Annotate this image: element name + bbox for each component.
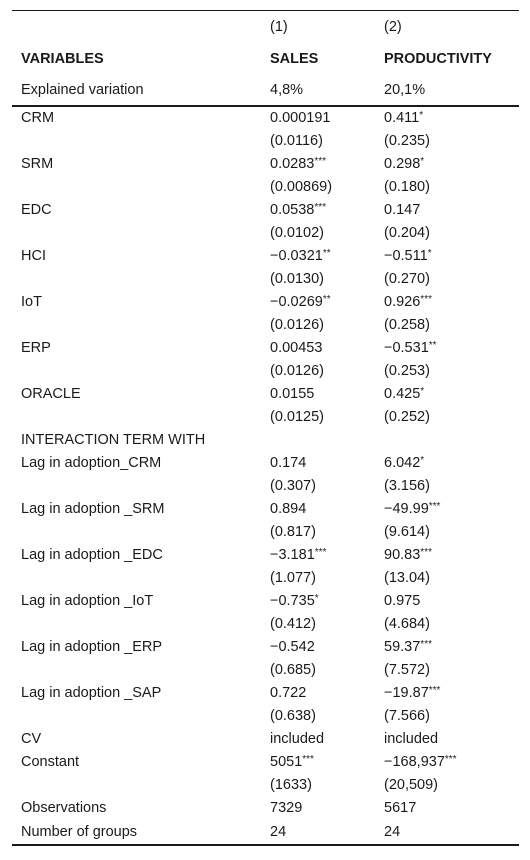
productivity-standard-error bbox=[375, 567, 519, 590]
variable-label bbox=[12, 383, 261, 406]
constant-label bbox=[12, 751, 261, 774]
cv-label bbox=[12, 728, 261, 751]
sales-standard-error-value: (0.0126) bbox=[270, 317, 325, 333]
column-label-row bbox=[12, 43, 519, 75]
productivity-standard-error-value: (0.258) bbox=[384, 317, 430, 333]
interaction-term-label bbox=[12, 429, 261, 452]
coefficient-row bbox=[12, 383, 519, 406]
variable-label-value: EDC bbox=[21, 202, 52, 218]
observations-label bbox=[12, 797, 261, 820]
standard-error-row bbox=[12, 268, 519, 291]
coefficient-row bbox=[12, 590, 519, 613]
variable-label-value: Lag in adoption _IoT bbox=[21, 593, 154, 609]
productivity-coefficient-value: 59.37 bbox=[384, 639, 421, 655]
empty-cell bbox=[375, 429, 519, 452]
standard-error-row bbox=[12, 130, 519, 153]
empty-cell bbox=[12, 475, 261, 498]
variable-label-value: Lag in adoption _EDC bbox=[21, 547, 163, 563]
productivity-coefficient bbox=[375, 106, 519, 130]
standard-error-row bbox=[12, 613, 519, 636]
productivity-standard-error bbox=[375, 314, 519, 337]
col-number-2: (2) bbox=[384, 19, 402, 35]
productivity-coefficient bbox=[375, 337, 519, 360]
empty-cell bbox=[12, 314, 261, 337]
sales-standard-error-value: (0.685) bbox=[270, 662, 316, 678]
explained-variation-label: Explained variation bbox=[21, 82, 144, 98]
productivity-coefficient-value: −0.511 bbox=[384, 248, 428, 264]
sales-coefficient bbox=[261, 383, 375, 406]
constant-se-row bbox=[12, 774, 519, 797]
sales-standard-error-value: (0.0126) bbox=[270, 363, 325, 379]
empty-cell bbox=[261, 429, 375, 452]
sales-coefficient-value: −0.735 bbox=[270, 593, 315, 609]
productivity-standard-error bbox=[375, 406, 519, 429]
sales-standard-error-value: (0.0102) bbox=[270, 225, 325, 241]
sales-standard-error-value: (0.0130) bbox=[270, 271, 325, 287]
significance-stars: *** bbox=[302, 754, 314, 765]
productivity-standard-error-value: (4.684) bbox=[384, 616, 430, 632]
observations-productivity-value: 5617 bbox=[384, 800, 417, 816]
productivity-standard-error bbox=[375, 130, 519, 153]
productivity-coefficient bbox=[375, 153, 519, 176]
standard-error-row bbox=[12, 475, 519, 498]
variable-label-value: IoT bbox=[21, 294, 42, 310]
coefficient-row bbox=[12, 498, 519, 521]
variable-label-value: HCI bbox=[21, 248, 46, 264]
sales-coefficient-value: −3.181 bbox=[270, 547, 315, 563]
standard-error-row bbox=[12, 222, 519, 245]
variable-label bbox=[12, 245, 261, 268]
variable-label-value: Lag in adoption_CRM bbox=[21, 455, 162, 471]
variable-label-value: Lag in adoption _SAP bbox=[21, 685, 162, 701]
significance-stars: ** bbox=[322, 294, 331, 305]
significance-stars: * bbox=[314, 593, 319, 604]
coefficient-row bbox=[12, 452, 519, 475]
col-label-sales: SALES bbox=[270, 51, 319, 67]
cv-productivity bbox=[375, 728, 519, 751]
sales-standard-error-value: (0.817) bbox=[270, 524, 316, 540]
sales-standard-error-value: (0.0116) bbox=[270, 133, 323, 149]
productivity-coefficient bbox=[375, 291, 519, 314]
standard-error-row bbox=[12, 360, 519, 383]
sales-coefficient-value: 0.0538 bbox=[270, 202, 315, 218]
variable-label bbox=[12, 682, 261, 705]
sales-coefficient bbox=[261, 245, 375, 268]
productivity-standard-error bbox=[375, 176, 519, 199]
empty-cell bbox=[12, 521, 261, 544]
significance-stars: *** bbox=[420, 639, 432, 650]
variable-label bbox=[12, 452, 261, 475]
productivity-coefficient-value: −19.87 bbox=[384, 685, 429, 701]
empty-cell bbox=[12, 222, 261, 245]
sales-coefficient-value: −0.0269 bbox=[270, 294, 323, 310]
cv-label-value: CV bbox=[21, 731, 42, 747]
sales-standard-error-value: (0.638) bbox=[270, 708, 316, 724]
sales-standard-error bbox=[261, 613, 375, 636]
coefficient-row bbox=[12, 291, 519, 314]
sales-coefficient bbox=[261, 452, 375, 475]
significance-stars: *** bbox=[444, 754, 457, 765]
sales-standard-error bbox=[261, 314, 375, 337]
productivity-coefficient bbox=[375, 245, 519, 268]
sales-standard-error bbox=[261, 176, 375, 199]
groups-row bbox=[12, 820, 519, 845]
groups-label-value: Number of groups bbox=[21, 823, 138, 840]
sales-coefficient-value: −0.0321 bbox=[270, 248, 323, 264]
productivity-coefficient bbox=[375, 544, 519, 567]
coefficient-row bbox=[12, 199, 519, 222]
groups-productivity-value: 24 bbox=[384, 823, 401, 840]
sales-standard-error bbox=[261, 406, 375, 429]
significance-stars: *** bbox=[420, 294, 432, 305]
coefficient-row bbox=[12, 636, 519, 659]
sales-coefficient-value: 0.0283 bbox=[270, 156, 315, 172]
variable-label bbox=[12, 153, 261, 176]
cv-productivity-value: included bbox=[384, 731, 439, 747]
significance-stars: * bbox=[420, 156, 425, 167]
sales-coefficient-value: −0.542 bbox=[270, 639, 315, 655]
sales-standard-error-value: (0.0125) bbox=[270, 409, 325, 425]
variable-label-value: SRM bbox=[21, 156, 54, 172]
interaction-header-row bbox=[12, 429, 519, 452]
standard-error-row bbox=[12, 705, 519, 728]
sales-standard-error bbox=[261, 705, 375, 728]
col-label-productivity: PRODUCTIVITY bbox=[384, 51, 492, 67]
sales-standard-error bbox=[261, 268, 375, 291]
constant-sales-se bbox=[261, 774, 375, 797]
sales-coefficient bbox=[261, 199, 375, 222]
significance-stars: *** bbox=[428, 501, 441, 512]
significance-stars: *** bbox=[420, 547, 432, 558]
coefficient-row bbox=[12, 544, 519, 567]
interaction-term-label-value: INTERACTION TERM WITH bbox=[21, 432, 206, 448]
productivity-coefficient-value: −49.99 bbox=[384, 501, 429, 517]
standard-error-row bbox=[12, 521, 519, 544]
productivity-coefficient bbox=[375, 636, 519, 659]
variable-label bbox=[12, 199, 261, 222]
productivity-standard-error-value: (13.04) bbox=[384, 570, 430, 586]
productivity-standard-error bbox=[375, 268, 519, 291]
sales-coefficient-value: 0.000191 bbox=[270, 110, 331, 126]
empty-cell bbox=[12, 613, 261, 636]
sales-coefficient bbox=[261, 106, 375, 130]
constant-productivity-se-value: (20,509) bbox=[384, 777, 439, 793]
productivity-standard-error-value: (9.614) bbox=[384, 524, 430, 540]
sales-coefficient bbox=[261, 337, 375, 360]
coefficient-row bbox=[12, 153, 519, 176]
constant-sales-se-value: (1633) bbox=[270, 777, 312, 793]
variable-label-value: ERP bbox=[21, 340, 51, 356]
standard-error-row bbox=[12, 314, 519, 337]
coefficient-row bbox=[12, 245, 519, 268]
header-empty-cell bbox=[12, 11, 261, 44]
productivity-standard-error-value: (7.572) bbox=[384, 662, 430, 678]
empty-cell bbox=[12, 774, 261, 797]
explained-variation-row bbox=[12, 75, 519, 106]
significance-stars: * bbox=[427, 248, 432, 259]
cv-sales-value: included bbox=[270, 731, 325, 747]
regression-table bbox=[12, 10, 519, 846]
groups-label bbox=[12, 820, 261, 845]
coefficient-row bbox=[12, 337, 519, 360]
variable-label bbox=[12, 636, 261, 659]
sales-standard-error-value: (0.00869) bbox=[270, 179, 333, 195]
groups-sales-value: 24 bbox=[270, 823, 287, 840]
sales-coefficient bbox=[261, 544, 375, 567]
significance-stars: ** bbox=[322, 248, 331, 259]
constant-row bbox=[12, 751, 519, 774]
productivity-standard-error-value: (7.566) bbox=[384, 708, 430, 724]
cv-row bbox=[12, 728, 519, 751]
productivity-coefficient bbox=[375, 590, 519, 613]
regression-table-body bbox=[12, 11, 519, 846]
variable-label bbox=[12, 498, 261, 521]
sales-coefficient bbox=[261, 682, 375, 705]
sales-standard-error bbox=[261, 659, 375, 682]
cv-sales bbox=[261, 728, 375, 751]
sales-standard-error bbox=[261, 567, 375, 590]
sales-standard-error bbox=[261, 521, 375, 544]
productivity-standard-error bbox=[375, 521, 519, 544]
productivity-standard-error bbox=[375, 360, 519, 383]
sales-coefficient-value: 0.0155 bbox=[270, 386, 315, 402]
productivity-coefficient-value: 6.042 bbox=[384, 455, 421, 471]
productivity-standard-error-value: (0.252) bbox=[384, 409, 430, 425]
variable-label-value: Lag in adoption _ERP bbox=[21, 639, 163, 655]
coefficient-row bbox=[12, 106, 519, 130]
empty-cell bbox=[12, 659, 261, 682]
productivity-standard-error-value: (3.156) bbox=[384, 478, 430, 494]
sales-coefficient bbox=[261, 291, 375, 314]
sales-coefficient-value: 0.00453 bbox=[270, 340, 323, 356]
standard-error-row bbox=[12, 567, 519, 590]
empty-cell bbox=[12, 567, 261, 590]
observations-row bbox=[12, 797, 519, 820]
constant-sales bbox=[261, 751, 375, 774]
sales-coefficient bbox=[261, 636, 375, 659]
productivity-standard-error bbox=[375, 475, 519, 498]
productivity-standard-error-value: (0.270) bbox=[384, 271, 430, 287]
empty-cell bbox=[12, 406, 261, 429]
sales-standard-error bbox=[261, 222, 375, 245]
sales-coefficient bbox=[261, 498, 375, 521]
standard-error-row bbox=[12, 659, 519, 682]
productivity-standard-error-value: (0.235) bbox=[384, 133, 430, 149]
sales-coefficient-value: 0.894 bbox=[270, 501, 307, 517]
sales-standard-error-value: (0.307) bbox=[270, 478, 316, 494]
constant-productivity-se bbox=[375, 774, 519, 797]
variable-label bbox=[12, 590, 261, 613]
variable-label-value: ORACLE bbox=[21, 386, 81, 402]
empty-cell bbox=[12, 130, 261, 153]
observations-productivity bbox=[375, 797, 519, 820]
constant-productivity bbox=[375, 751, 519, 774]
variable-label bbox=[12, 106, 261, 130]
variables-header: VARIABLES bbox=[21, 51, 104, 67]
productivity-standard-error bbox=[375, 613, 519, 636]
variable-label-value: CRM bbox=[21, 110, 55, 126]
sales-coefficient-value: 0.722 bbox=[270, 685, 307, 701]
groups-productivity bbox=[375, 820, 519, 845]
productivity-coefficient-value: 0.926 bbox=[384, 294, 421, 310]
productivity-standard-error-value: (0.253) bbox=[384, 363, 430, 379]
productivity-coefficient bbox=[375, 498, 519, 521]
variable-label bbox=[12, 291, 261, 314]
significance-stars: *** bbox=[314, 202, 327, 213]
sales-coefficient-value: 0.174 bbox=[270, 455, 307, 471]
col-number-1: (1) bbox=[270, 19, 288, 35]
constant-sales-value: 5051 bbox=[270, 754, 303, 770]
standard-error-row bbox=[12, 406, 519, 429]
productivity-coefficient-value: 0.298 bbox=[384, 156, 421, 172]
constant-label-value: Constant bbox=[21, 754, 80, 770]
productivity-coefficient bbox=[375, 199, 519, 222]
column-number-row bbox=[12, 11, 519, 44]
significance-stars: *** bbox=[314, 547, 327, 558]
sales-standard-error bbox=[261, 475, 375, 498]
coefficient-row bbox=[12, 682, 519, 705]
productivity-coefficient bbox=[375, 452, 519, 475]
sales-coefficient bbox=[261, 153, 375, 176]
sales-standard-error bbox=[261, 360, 375, 383]
sales-standard-error-value: (1.077) bbox=[270, 570, 316, 586]
observations-label-value: Observations bbox=[21, 800, 107, 816]
productivity-standard-error bbox=[375, 222, 519, 245]
significance-stars: ** bbox=[428, 340, 437, 351]
observations-sales bbox=[261, 797, 375, 820]
empty-cell bbox=[12, 268, 261, 291]
productivity-standard-error-value: (0.180) bbox=[384, 179, 430, 195]
variable-label bbox=[12, 337, 261, 360]
productivity-coefficient-value: 0.975 bbox=[384, 593, 421, 609]
groups-sales bbox=[261, 820, 375, 845]
significance-stars: * bbox=[419, 110, 424, 121]
productivity-standard-error-value: (0.204) bbox=[384, 225, 430, 241]
variable-label-value: Lag in adoption _SRM bbox=[21, 501, 165, 517]
significance-stars: *** bbox=[314, 156, 327, 167]
productivity-coefficient bbox=[375, 383, 519, 406]
significance-stars: * bbox=[420, 386, 425, 397]
constant-productivity-value: −168,937 bbox=[384, 754, 445, 770]
productivity-coefficient-value: 0.425 bbox=[384, 386, 421, 402]
empty-cell bbox=[12, 360, 261, 383]
sales-standard-error bbox=[261, 130, 375, 153]
productivity-coefficient-value: 0.147 bbox=[384, 202, 421, 218]
productivity-coefficient-value: 90.83 bbox=[384, 547, 421, 563]
productivity-coefficient bbox=[375, 682, 519, 705]
productivity-coefficient-value: 0.411 bbox=[384, 110, 420, 126]
significance-stars: *** bbox=[428, 685, 441, 696]
productivity-standard-error bbox=[375, 705, 519, 728]
explained-variation-productivity: 20,1% bbox=[384, 82, 426, 98]
empty-cell bbox=[12, 705, 261, 728]
sales-coefficient bbox=[261, 590, 375, 613]
standard-error-row bbox=[12, 176, 519, 199]
productivity-standard-error bbox=[375, 659, 519, 682]
observations-sales-value: 7329 bbox=[270, 800, 303, 816]
variable-label bbox=[12, 544, 261, 567]
sales-standard-error-value: (0.412) bbox=[270, 616, 316, 632]
significance-stars: * bbox=[420, 455, 425, 466]
empty-cell bbox=[12, 176, 261, 199]
explained-variation-sales: 4,8% bbox=[270, 82, 304, 98]
productivity-coefficient-value: −0.531 bbox=[384, 340, 429, 356]
